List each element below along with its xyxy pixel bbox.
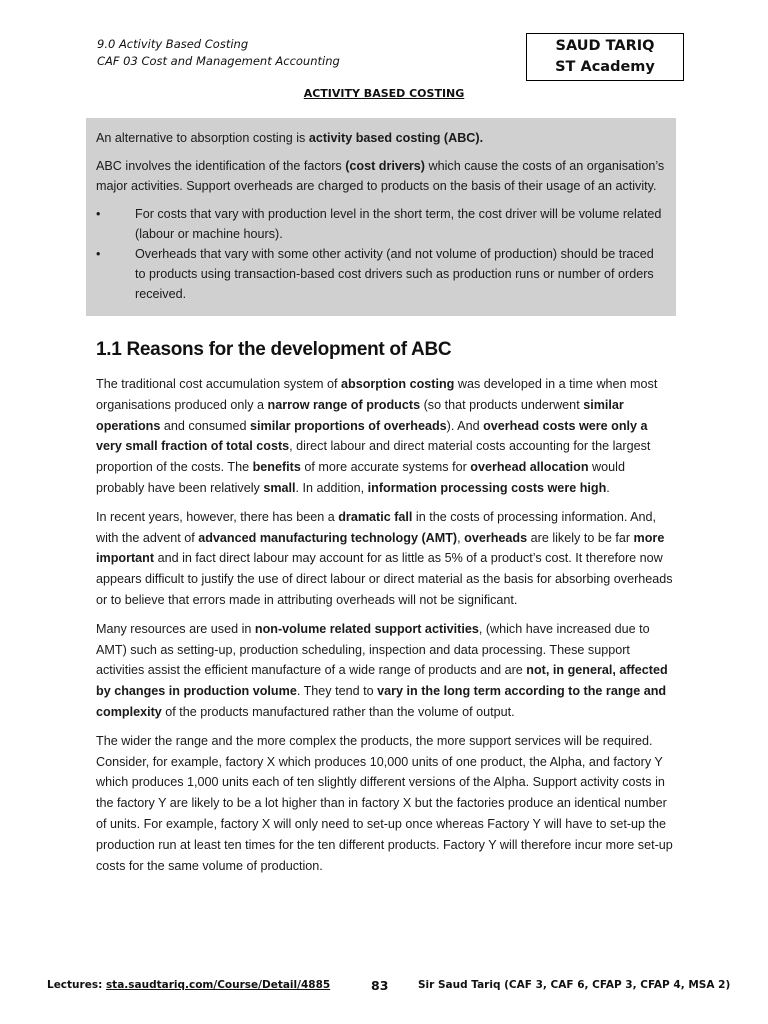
bold-run: advanced manufacturing technology (AMT) xyxy=(198,530,458,545)
page-title: ACTIVITY BASED COSTING xyxy=(303,87,465,100)
definition-paragraph xyxy=(96,156,666,196)
page-footer xyxy=(0,976,768,996)
text-run: was developed in a time when most organisations produced only a xyxy=(96,377,658,412)
bold-run: (cost drivers) xyxy=(345,159,426,173)
text-run: , direct labour and direct material costs accounting for the largest proportion of the costs. The xyxy=(96,439,651,475)
bold-run: small xyxy=(263,480,296,495)
bold-run: benefits xyxy=(252,460,301,475)
bold-run: overheads xyxy=(464,530,528,545)
bold-run: narrow range of products xyxy=(267,397,421,412)
bullet-item xyxy=(96,204,666,244)
bold-run: overhead costs were only a very small fraction of total costs xyxy=(96,418,648,454)
bullet-text: Overheads that vary with some other activity (and not volume of production) should be traced to products using transaction-based cost drivers such as production runs or number of orders received. xyxy=(135,247,654,301)
text-run: (so that products underwent xyxy=(420,397,584,412)
text-run: ). And xyxy=(446,418,484,433)
text-run: The traditional cost accumulation system of xyxy=(96,377,341,391)
bold-run: vary in the long term according to the range and complexity xyxy=(96,684,667,719)
text-run: . They tend to xyxy=(296,684,378,699)
definition-paragraph xyxy=(96,128,666,148)
bold-run: similar proportions of overheads xyxy=(250,418,447,433)
bullet-marker: • xyxy=(96,247,101,261)
bold-run: overhead allocation xyxy=(470,460,589,475)
bullet-marker: • xyxy=(96,207,101,221)
bold-run: absorption costing xyxy=(341,377,455,391)
chapter-title: 9.0 Activity Based Costing xyxy=(97,37,249,51)
text-run: which cause the costs of an organisation’s major activities. Support overheads are charged to products on the basis of their usage of an activity. xyxy=(96,159,665,193)
paragraph xyxy=(96,619,676,723)
body-text xyxy=(96,374,676,884)
text-run: of more accurate systems for xyxy=(300,460,471,475)
text-run: In recent years, however, there has been a xyxy=(96,509,339,524)
paragraph: The wider the range and the more complex the products, the more support services will be required. Consider, for example, factory X which produces 10,000 units of one product, the Alpha, and factory Y which produces 1,000 units each of ten slightly different versions of the Alpha. Support activity costs in the factory Y are likely to be a lot higher than in factory X but the factories produce an identical number of units. For example, factory X will only need to set-up once whereas Factory Y will have to set-up the production run at least ten times for the ten different products. Factory Y will therefore incur more set-up costs for the same volume of production. xyxy=(96,733,673,873)
bold-run: non-volume related support activities xyxy=(254,621,479,636)
text-run: and consumed xyxy=(160,418,251,433)
paragraph xyxy=(96,507,676,611)
text-run: and in fact direct labour may account for as little as 5% of a product’s cost. It therefore now appears difficult to justify the use of direct labour or direct material as the basis for absorbing overheads or to believe that errors made in attributing overheads will not be significant. xyxy=(96,551,673,607)
text-run: , (which have increased due to AMT) such as setting-up, production scheduling, inspection and data processing. These support activities assist the efficient manufacture of a wide range of products and are xyxy=(96,621,650,678)
text-run: . xyxy=(606,480,610,495)
paragraph xyxy=(96,374,676,499)
lectures-info xyxy=(47,979,330,991)
bold-run: similar operations xyxy=(96,397,624,433)
brand-name: SAUD TARIQ xyxy=(555,38,655,54)
course-title: CAF 03 Cost and Management Accounting xyxy=(97,54,340,68)
bullet-item xyxy=(96,244,666,304)
bullet-text: For costs that vary with production level in the short term, the cost driver will be volume related (labour or machine hours). xyxy=(135,207,662,241)
section-heading: 1.1 Reasons for the development of ABC xyxy=(96,339,452,360)
brand-box xyxy=(526,33,684,81)
bold-run: dramatic fall xyxy=(338,509,413,524)
lectures-link[interactable]: sta.saudtariq.com/Course/Detail/4885 xyxy=(105,979,331,991)
text-run: Many resources are used in xyxy=(96,621,255,636)
text-run: are likely to be far xyxy=(527,530,634,545)
page-number: 83 xyxy=(371,978,389,993)
author-credit: Sir Saud Tariq (CAF 3, CAF 6, CFAP 3, CFAP 4, MSA 2) xyxy=(418,979,731,991)
bold-run: not, in general, affected by changes in production volume xyxy=(96,663,668,699)
text-run: . In addition, xyxy=(295,480,368,495)
lectures-label: Lectures: xyxy=(47,979,106,991)
text-run: would probably have been relatively xyxy=(96,460,625,495)
bold-run: activity based costing (ABC). xyxy=(308,131,484,145)
document-header xyxy=(97,36,340,70)
text-run: ABC involves the identification of the factors xyxy=(96,159,346,173)
bullet-list xyxy=(96,204,666,304)
bold-run: information processing costs were high xyxy=(367,480,607,495)
brand-academy: ST Academy xyxy=(555,59,655,75)
text-run: , xyxy=(457,530,465,545)
text-run: of the products manufactured rather than the volume of output. xyxy=(161,704,515,719)
text-run: An alternative to absorption costing is xyxy=(96,131,309,145)
bold-run: more important xyxy=(96,530,665,566)
text-run: in the costs of processing information. And, with the advent of xyxy=(96,509,657,545)
definition-box xyxy=(86,118,676,316)
